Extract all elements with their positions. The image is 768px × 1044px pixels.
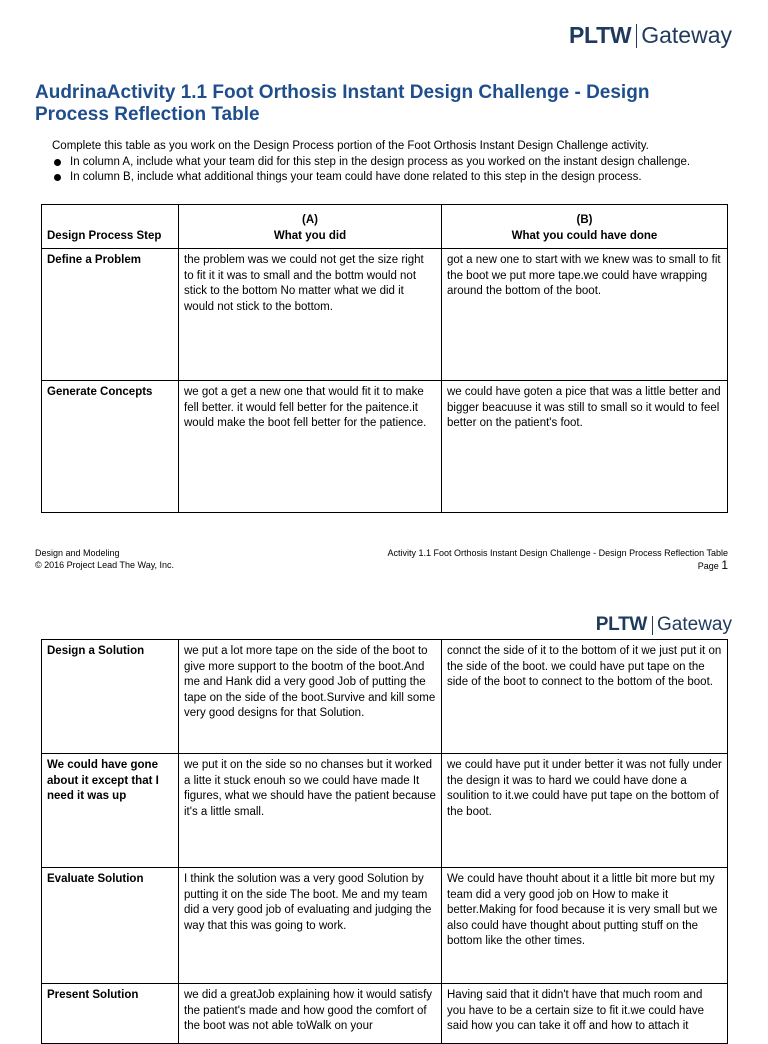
row-cell-a: we put a lot more tape on the side of the boot to give more support to the bootm of the boot.And me and Hank did a very good Job of putting the tape on the side of the boot.Survive and kill some very good designs for that Solution. [179, 640, 442, 754]
row-cell-a: we put it on the side so no chanses but it worked a litte it stuck enouh so we could have made It figures, what we should have the patient because it's a little small. [179, 754, 442, 868]
header-column-b [442, 205, 728, 249]
pltw-gateway-logo-page-2 [596, 614, 732, 636]
row-cell-b: we could have put it under better it was not fully under the design it was to hard we could have done a soulition to it.we could have put tape on the bottom of the boot. [442, 754, 728, 868]
row-step: Evaluate Solution [42, 868, 179, 984]
instructions-lead: Complete this table as you work on the Design Process portion of the Foot Orthosis Instant Design Challenge activity. [52, 140, 649, 152]
row-cell-a: I think the solution was a very good Solution by putting it on the side The boot. Me and my team did a very good job of evaluating and judging the way that this was going to work. [179, 868, 442, 984]
footer-right [388, 547, 729, 572]
header-a-title: What you did [273, 229, 347, 242]
reflection-table-page-2 [41, 639, 728, 1044]
logo-product: Gateway [641, 22, 732, 48]
row-cell-b: we could have goten a pice that was a little better and bigger beacuuse it was still to small so it would to feel better on the patient's foot. [442, 381, 728, 513]
header-a-letter: (A) [302, 214, 318, 226]
logo-product: Gateway [657, 614, 732, 635]
row-cell-a: the problem was we could not get the size right to fit it it was to small and the bottm would not stick to the bottom No matter what we did it would not stick to the bottom. [179, 249, 442, 381]
reflection-table-page-1 [41, 204, 728, 513]
page-title: AudrinaActivity 1.1 Foot Orthosis Instant Design Challenge - Design Process Reflection Table [35, 82, 650, 125]
table-header-row [42, 205, 728, 249]
instructions-bullet: In column B, include what additional things your team could have done related to this step in the design process. [52, 170, 690, 186]
logo-divider [636, 24, 637, 48]
row-cell-b: We could have thouht about it a little bit more but my team did a very good job on How to make it better.Making for food because it is very small but we also could have thought about putting stuff on the bottom like the other times. [442, 868, 728, 984]
footer-page [388, 559, 729, 572]
header-b-title: What you could have done [511, 229, 658, 242]
footer-doc-title: Activity 1.1 Foot Orthosis Instant Design Challenge - Design Process Reflection Table [387, 548, 728, 558]
footer-page-number: 1 [721, 558, 728, 572]
header-column-a [179, 205, 442, 249]
row-step: We could have gone about it except that I need it was up [42, 754, 179, 868]
row-cell-b: connct the side of it to the bottom of it we just put it on the side of the boot. we could have put tape on the side of the boot to connect to the bottom of the boot. [442, 640, 728, 754]
footer-course: Design and Modeling [35, 548, 120, 558]
header-b-letter: (B) [576, 214, 593, 226]
footer-copyright: © 2016 Project Lead The Way, Inc. [35, 560, 175, 570]
row-step: Generate Concepts [42, 381, 179, 513]
pltw-gateway-logo [569, 22, 732, 49]
table-row [42, 249, 728, 381]
row-step: Present Solution [42, 984, 179, 1044]
logo-brand: PLTW [568, 22, 632, 48]
row-step: Define a Problem [42, 249, 179, 381]
row-cell-b: Having said that it didn't have that much room and you have to be a certain size to fit it.we could have said how you can take it off and how to attach it [442, 984, 728, 1044]
table-row [42, 868, 728, 984]
table-row [42, 754, 728, 868]
header-step: Design Process Step [42, 205, 179, 249]
instructions-list [52, 155, 690, 186]
table-row [42, 640, 728, 754]
row-cell-a: we got a get a new one that would fit it to make fell better. it would fell better for the paitence.it would make the boot fell better for the patience. [179, 381, 442, 513]
logo-brand: PLTW [595, 614, 648, 635]
table-row [42, 381, 728, 513]
row-step: Design a Solution [42, 640, 179, 754]
row-cell-b: got a new one to start with we knew was to small to fit the boot we put more tape.we could have wrapping around the bottom of the boot. [442, 249, 728, 381]
table-row [42, 984, 728, 1044]
row-cell-a: we did a greatJob explaining how it would satisfy the patient's made and how good the comfort of the boot was not able toWalk on your [179, 984, 442, 1044]
instructions-bullet: In column A, include what your team did for this step in the design process as you worked on the instant design challenge. [52, 155, 690, 171]
instructions [52, 139, 690, 186]
footer-left [35, 547, 174, 571]
logo-divider [652, 616, 653, 635]
footer-page-label: Page [697, 561, 722, 571]
